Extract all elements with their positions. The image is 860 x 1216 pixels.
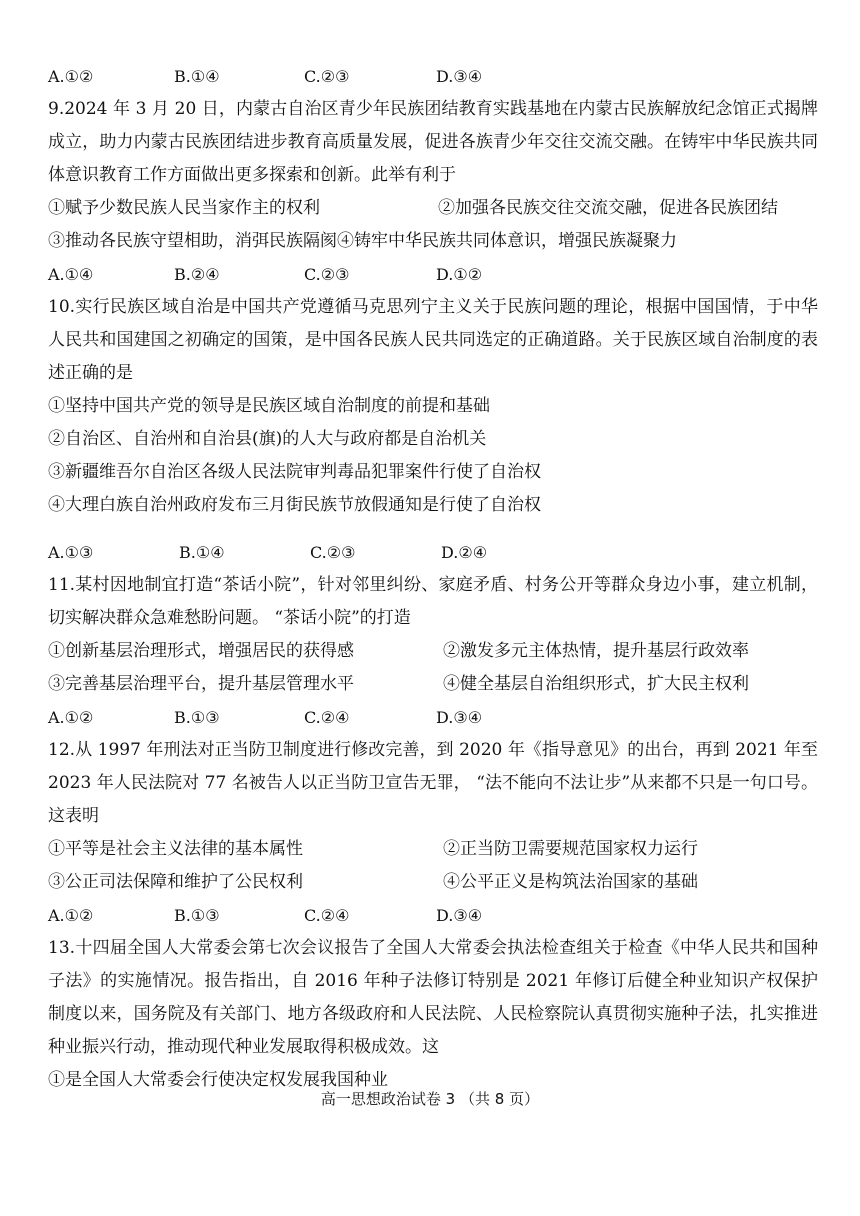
q10-stem: 10.实行民族区域自治是中国共产党遵循马克思列宁主义关于民族问题的理论，根据中国国情，于中华人民共和国建国之初确定的国策，是中国各民族人民共同选定的正确道路。关于民族区域自治制度的表述正确的是: [48, 297, 818, 383]
q8-option-c[interactable]: C.②③: [304, 67, 350, 86]
q12-item-3: ③公正司法保障和维护了公民权利: [48, 872, 303, 892]
q11-option-c[interactable]: C.②④: [304, 708, 350, 727]
q9-option-a[interactable]: A.①④: [48, 265, 94, 284]
q12-items-row1: [48, 833, 818, 866]
q9-option-b[interactable]: B.②④: [174, 265, 220, 284]
q10-options: [48, 536, 818, 569]
q12-stem: 12.从 1997 年刑法对正当防卫制度进行修改完善，到 2020 年《指导意见》的出台，再到 2021 年至 2023 年人民法院对 77 名被告人以正当防卫宣告无罪， “法不能向不法让步”从来都不只是一句口号。这表明: [48, 740, 818, 826]
q12-items-row2: [48, 866, 818, 899]
q10-item-3: ③新疆维吾尔自治区各级人民法院审判毒品犯罪案件行使了自治权: [48, 462, 541, 482]
q12-option-b[interactable]: B.①③: [174, 906, 220, 925]
q11-option-b[interactable]: B.①③: [174, 708, 220, 727]
q9-options: [48, 258, 818, 291]
q10-option-d[interactable]: D.②④: [441, 543, 488, 562]
q11-item-4: ④健全基层自治组织形式，扩大民主权利: [443, 674, 749, 694]
q11-item-2: ②激发多元主体热情，提升基层行政效率: [443, 641, 749, 661]
q11-item-3: ③完善基层治理平台，提升基层管理水平: [48, 674, 354, 694]
q11-item-1: ①创新基层治理形式，增强居民的获得感: [48, 641, 354, 661]
q8-option-a[interactable]: A.①②: [48, 67, 94, 86]
q9-option-c[interactable]: C.②③: [304, 265, 350, 284]
q13-item-1: ①是全国人大常委会行使决定权发展我国种业: [48, 1070, 388, 1090]
q8-options: [48, 60, 818, 93]
q12-item-4: ④公平正义是构筑法治国家的基础: [443, 872, 698, 892]
exam-page: [48, 60, 818, 1097]
q11-options: [48, 701, 818, 734]
q10-option-c[interactable]: C.②③: [310, 543, 356, 562]
spacer: [48, 522, 818, 536]
q11-option-d[interactable]: D.③④: [436, 708, 483, 727]
q9-items-row1: [48, 192, 818, 225]
q12-option-d[interactable]: D.③④: [436, 906, 483, 925]
q12-option-c[interactable]: C.②④: [304, 906, 350, 925]
q11-stem: 11.某村因地制宜打造“茶话小院”，针对邻里纠纷、家庭矛盾、村务公开等群众身边小事，建立机制，切实解决群众急难愁盼问题。 “茶话小院”的打造: [48, 575, 818, 628]
q10-item-4: ④大理白族自治州政府发布三月街民族节放假通知是行使了自治权: [48, 495, 541, 515]
q9-item-2: ②加强各民族交往交流交融，促进各民族团结: [438, 198, 778, 218]
q9-item-1: ①赋予少数民族人民当家作主的权利: [48, 198, 320, 218]
q10-option-b[interactable]: B.①④: [179, 543, 225, 562]
q8-option-d[interactable]: D.③④: [436, 67, 483, 86]
q12-item-1: ①平等是社会主义法律的基本属性: [48, 839, 303, 859]
q12-options: [48, 899, 818, 932]
q10-item-1: ①坚持中国共产党的领导是民族区域自治制度的前提和基础: [48, 396, 490, 416]
q11-items-row2: [48, 668, 818, 701]
q11-items-row1: [48, 635, 818, 668]
q9-items-row2: ③推动各民族守望相助，消弭民族隔阂④铸牢中华民族共同体意识，增强民族凝聚力: [48, 231, 677, 251]
q12-item-2: ②正当防卫需要规范国家权力运行: [443, 839, 698, 859]
q8-option-b[interactable]: B.①④: [174, 67, 220, 86]
q13-stem: 13.十四届全国人大常委会第七次会议报告了全国人大常委会执法检查组关于检查《中华人民共和国种子法》的实施情况。报告指出，自 2016 年种子法修订特别是 2021 年修订后健全种业知识产权保护制度以来，国务院及有关部门、地方各级政府和人民法院、人民检察院认真贯彻实施种子法，扎实推进种业振兴行动，推动现代种业发展取得积极成效。这: [48, 938, 818, 1057]
q10-option-a[interactable]: A.①③: [48, 543, 94, 562]
q9-stem: 9.2024 年 3 月 20 日，内蒙古自治区青少年民族团结教育实践基地在内蒙古民族解放纪念馆正式揭牌成立，助力内蒙古民族团结进步教育高质量发展，促进各族青少年交往交流交融。在铸牢中华民族共同体意识教育工作方面做出更多探索和创新。此举有利于: [48, 99, 818, 185]
q12-option-a[interactable]: A.①②: [48, 906, 94, 925]
page-footer: 高一思想政治试卷 3 （共 8 页）: [320, 1090, 540, 1108]
q11-option-a[interactable]: A.①②: [48, 708, 94, 727]
q9-option-d[interactable]: D.①②: [436, 265, 483, 284]
q10-item-2: ②自治区、自治州和自治县(旗)的人大与政府都是自治机关: [48, 429, 487, 449]
